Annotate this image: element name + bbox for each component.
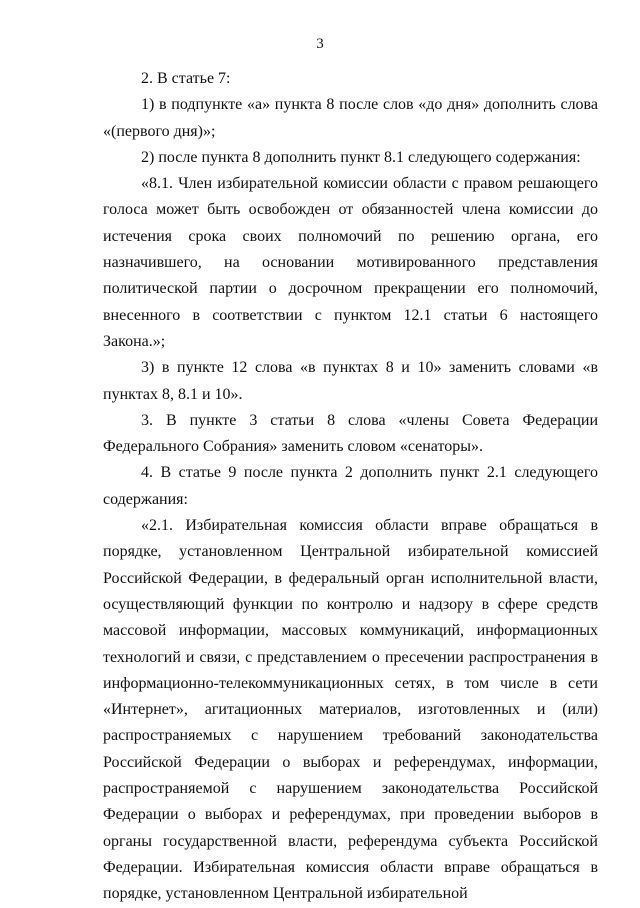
paragraph-article-9-heading: 4. В статье 9 после пункта 2 дополнить пункт 2.1 следующего содержания: — [103, 464, 598, 508]
paragraph-point-2-1-text: «2.1. Избирательная комиссия области вправе обращаться в порядке, установленном Центральной избирательной комиссией Российской Федерации, в федеральный орган исполнительной власти, осуществляющий функции по контролю и надзору в сфере средств массовой информации, массовых коммуникаций, информационных технологий и связи, с представлением о пресечении распространения в информационно-телекоммуникационных сетях, в том числе в сети «Интернет», агитационных материалов, изготовленных и (или) распространяемых с нарушением требований законодательства Российской Федерации о выборах и референдумах, информации, распространяемой с нарушением законодательства Российской Федерации о выборах и референдумах, при проведении выборов в органы государственной власти, референдума субъекта Российской Федерации. Избирательная комиссия области вправе обращаться в порядке, установленном Центральной избирательной — [103, 517, 598, 903]
paragraph-subpoint-2: 2) после пункта 8 дополнить пункт 8.1 следующего содержания: — [141, 148, 581, 166]
page-number: 3 — [316, 36, 324, 52]
paragraph-point-8-1-text: «8.1. Член избирательной комиссии области с правом решающего голоса может быть освобожден от обязанностей члена комиссии до истечения срока своих полномочий по решению органа, его назначившего, на основании мотивированного представления политической партии о досрочном прекращении его полномочий, внесенного в соответствии с пунктом 12.1 статьи 6 настоящего Закона.»; — [103, 175, 598, 350]
document-body — [103, 66, 598, 908]
paragraph-article-7-heading: 2. В статье 7: — [141, 70, 231, 87]
paragraph-subpoint-1: 1) в подпункте «а» пункта 8 после слов «до дня» дополнить слова «(первого дня)»; — [103, 96, 598, 140]
paragraph-article-8-change: 3. В пункте 3 статьи 8 слова «члены Совета Федерации Федерального Собрания» заменить словом «сенаторы». — [103, 411, 598, 456]
paragraph-subpoint-3: 3) в пункте 12 слова «в пунктах 8 и 10» заменить словами «в пунктах 8, 8.1 и 10». — [103, 359, 598, 403]
